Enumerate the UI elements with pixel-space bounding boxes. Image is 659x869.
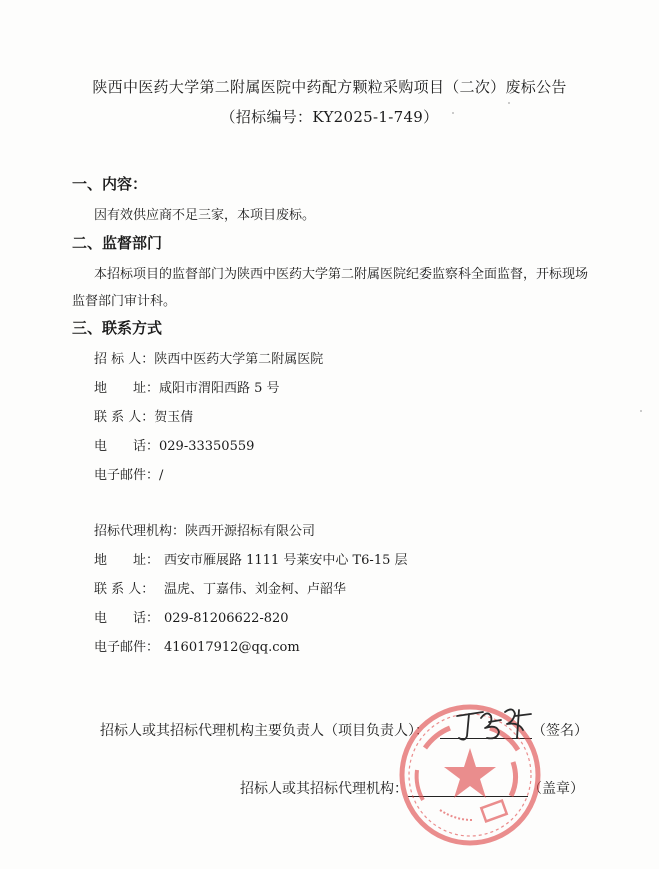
section-content-text: 因有效供应商不足三家，本项目废标。 (94, 208, 316, 223)
scan-speck (452, 112, 454, 114)
tenderer-phone-value: 029-33350559 (159, 439, 255, 454)
tenderer-phone-label: 电 话： (94, 439, 160, 454)
tenderer-address-value: 咸阳市渭阳西路 5 号 (159, 381, 280, 396)
tenderer-email-value: / (159, 468, 164, 483)
tenderer-address-label: 地 址： (94, 381, 160, 396)
agency-address-label: 地 址： (94, 553, 160, 568)
section-contact-heading: 三、联系方式 (72, 319, 163, 337)
agency-email-label: 电子邮件： (94, 640, 160, 655)
agency-email-row (94, 636, 300, 655)
org-label: 招标人或其招标代理机构： (240, 781, 408, 797)
scan-speck (640, 410, 642, 412)
agency-phone-row (94, 607, 289, 626)
sign-note: （签名） (532, 723, 588, 739)
handwritten-signature-icon (453, 702, 535, 746)
tenderer-email-label: 电子邮件： (94, 468, 160, 483)
agency-contact-value: 温虎、丁嘉伟、刘金柯、卢韶华 (164, 582, 347, 597)
agency-contact-row (94, 578, 346, 597)
responsible-label: 招标人或其招标代理机构主要负责人（项目负责人）： (100, 723, 429, 739)
tenderer-name-label: 招 标 人： (94, 352, 155, 367)
agency-email-value: 416017912@qq.com (164, 640, 300, 655)
agency-name-label: 招标代理机构： (94, 524, 186, 539)
tenderer-email-row (94, 464, 163, 483)
agency-name-value: 陕西开源招标有限公司 (185, 524, 316, 539)
agency-address-value: 西安市雁展路 1111 号莱安中心 T6-15 层 (164, 553, 408, 568)
tenderer-address-row (94, 377, 280, 396)
tender-number: （招标编号：KY2025-1-749） (220, 108, 439, 126)
tenderer-name-value: 陕西中医药大学第二附属医院 (154, 352, 324, 367)
tenderer-contact-row (94, 406, 193, 425)
seal-note: （盖章） (528, 781, 584, 797)
tenderer-contact-value: 贺玉倩 (154, 410, 194, 425)
agency-contact-label: 联 系 人： (94, 582, 155, 597)
tenderer-contact-label: 联 系 人： (94, 410, 155, 425)
scan-speck (508, 102, 510, 104)
section-content-heading: 一、内容： (72, 175, 148, 193)
section-supervision-heading: 二、监督部门 (72, 234, 163, 252)
tenderer-phone-row (94, 435, 254, 454)
agency-phone-label: 电 话： (94, 611, 160, 626)
document-title: 陕西中医药大学第二附属医院中药配方颗粒采购项目（二次）废标公告 (92, 78, 567, 96)
section-supervision-text-line2: 监督部门审计科。 (72, 294, 177, 309)
tenderer-name-row (94, 348, 323, 367)
section-supervision-text-line1: 本招标项目的监督部门为陕西中医药大学第二附属医院纪委监察科全面监督，开标现场 (94, 267, 589, 282)
agency-name-row (94, 520, 315, 539)
agency-phone-value: 029-81206622-820 (164, 611, 289, 626)
agency-address-row (94, 549, 408, 568)
